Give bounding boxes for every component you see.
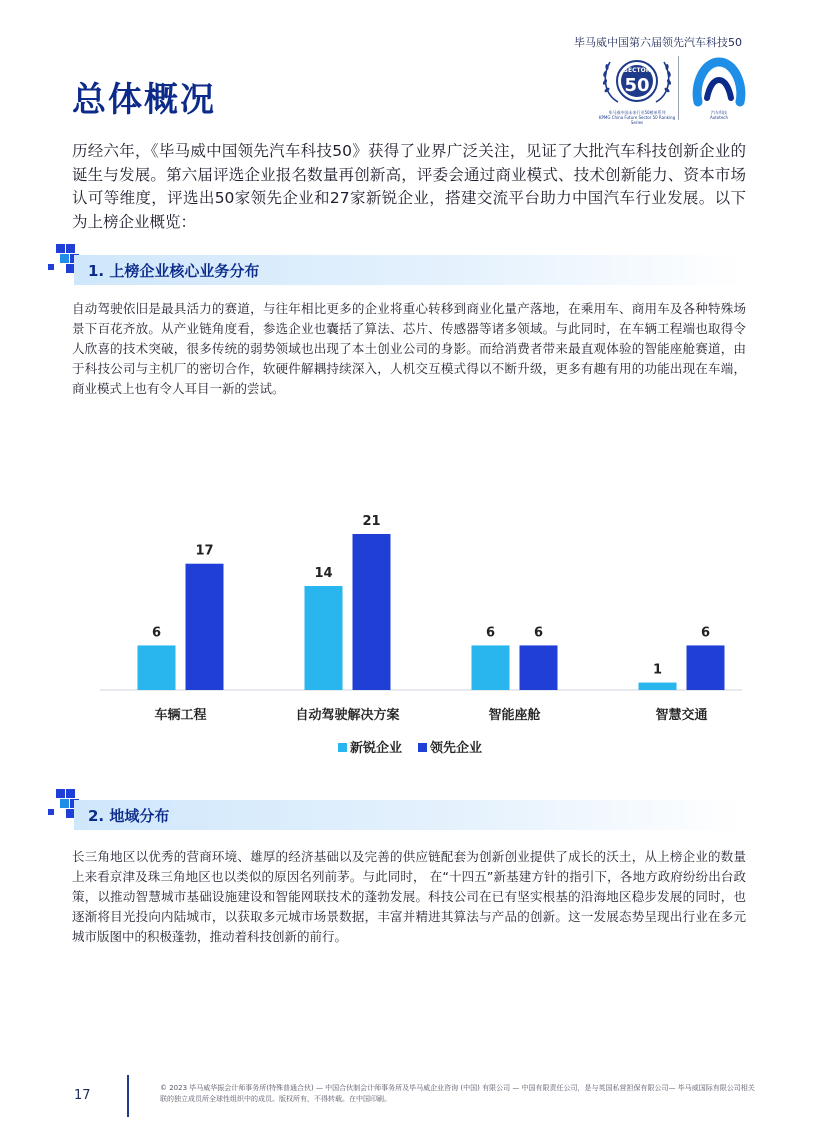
seal-top-text: SECTOR <box>623 67 651 74</box>
intro-paragraph: 历经六年，《毕马威中国领先汽车科技50》获得了业界广泛关注，见证了大批汽车科技创新企业的诞生与发展。第六届评选企业报名数量再创新高，评委会通过商业模式、技术创新能力、资本市场认可等维度，评选出50家领先企业和27家新锐企业，搭建交流平台助力中国汽车行业发展。以下为上榜企业概览： <box>72 142 746 231</box>
bar-leading-3 <box>687 645 725 690</box>
seal-number: 50 <box>624 75 650 96</box>
category-label: 智能座舱 <box>488 708 541 723</box>
bar-new-2 <box>472 645 510 690</box>
footer-rule <box>127 1075 129 1117</box>
section-1-body: 自动驾驶依旧是最具活力的赛道，与往年相比更多的企业将重心转移到商业化量产落地，在乘用车、商用车及各种特殊场景下百花齐放。从产业链角度看，参选企业也囊括了算法、芯片、传感器等诸多领域。与此同时，在车辆工程端也取得令人欣喜的技术突破，很多传统的弱势领域也出现了本土创业公司的身影。而给消费者带来最直观体验的智能座舱赛道，由于科技公司与主机厂的密切合作，软硬件解耦持续深入，人机交互模式得以不断升级，更多有趣有用的功能出现在车端，商业模式上也有令人耳目一新的尝试。 <box>72 301 746 396</box>
data-label: 6 <box>485 625 496 641</box>
logo-area <box>596 52 756 124</box>
page-number: 17 <box>74 1088 91 1103</box>
seal-caption <box>596 110 678 125</box>
bar-leading-2 <box>520 645 558 690</box>
data-label: 6 <box>151 625 162 641</box>
category-label: 车辆工程 <box>154 708 207 723</box>
bar-new-1 <box>305 586 343 690</box>
legend-label: 新锐企业 <box>350 741 403 756</box>
legend-swatch <box>418 743 427 752</box>
data-label: 6 <box>700 625 711 641</box>
bar-new-3 <box>639 683 677 690</box>
autotech-caption <box>692 110 746 120</box>
section-1-heading <box>74 255 744 285</box>
autotech-caption-cn: 汽车科技 <box>711 110 727 115</box>
page-title: 总体概况 <box>72 80 216 120</box>
legend-label: 领先企业 <box>430 741 483 756</box>
data-label: 14 <box>314 566 333 581</box>
seal-caption-en: KPMG China Future Sector 50 Ranking Series <box>598 115 676 125</box>
data-label: 21 <box>362 514 381 529</box>
business-distribution-chart <box>100 500 750 770</box>
logo-divider <box>678 56 679 120</box>
bar-leading-0 <box>186 564 224 690</box>
section-2-title: 2. 地域分布 <box>88 807 170 825</box>
bar-new-0 <box>138 645 176 690</box>
category-label: 自动驾驶解决方案 <box>295 708 400 723</box>
bar-leading-1 <box>353 534 391 690</box>
section-2-heading <box>74 800 744 830</box>
data-label: 17 <box>195 543 214 559</box>
data-label: 6 <box>533 625 544 641</box>
section-1-title: 1. 上榜企业核心业务分布 <box>88 262 260 280</box>
legend-swatch <box>338 743 347 752</box>
sector-50-seal-icon <box>596 52 678 110</box>
autotech-caption-en: Autotech <box>709 115 729 120</box>
seal-caption-cn: 毕马威中国未来行业50榜单系列 <box>608 110 666 115</box>
category-label: 智慧交通 <box>655 708 708 723</box>
footer-copyright: © 2023 毕马威华振会计师事务所(特殊普通合伙) — 中国合伙制会计师事务所及毕马威企业咨询 (中国) 有限公司 — 中国有限责任公司，是与英国私营担保有限公司— 毕马威国际有限公司相关联的独立成员所全球性组织中的成员。版权所有，不得转载。在中国印刷。 <box>160 1084 755 1103</box>
autotech-logo-icon <box>692 54 746 110</box>
section-2-body: 长三角地区以优秀的营商环境、雄厚的经济基础以及完善的供应链配套为创新创业提供了成长的沃土，从上榜企业的数量上来看京津及珠三角地区也以类似的原因名列前茅。与此同时， 在“十四五”新基建方针的指引下，各地方政府纷纷出台政策，以推动智慧城市基础设施建设和智能网联技术的蓬勃发展。科技公司在已有坚实根基的沿海地区稳步发展的同时，也逐渐将目光投向内陆城市，以获取多元城市场景数据，丰富并精进其算法与产品的创新。这一发展态势呈现出行业在多元城市版图中的积极蓬勃，推动着科技创新的前行。 <box>72 849 746 944</box>
header-tag: 毕马威中国第六届领先汽车科技50 <box>574 36 742 49</box>
data-label: 1 <box>652 662 663 678</box>
